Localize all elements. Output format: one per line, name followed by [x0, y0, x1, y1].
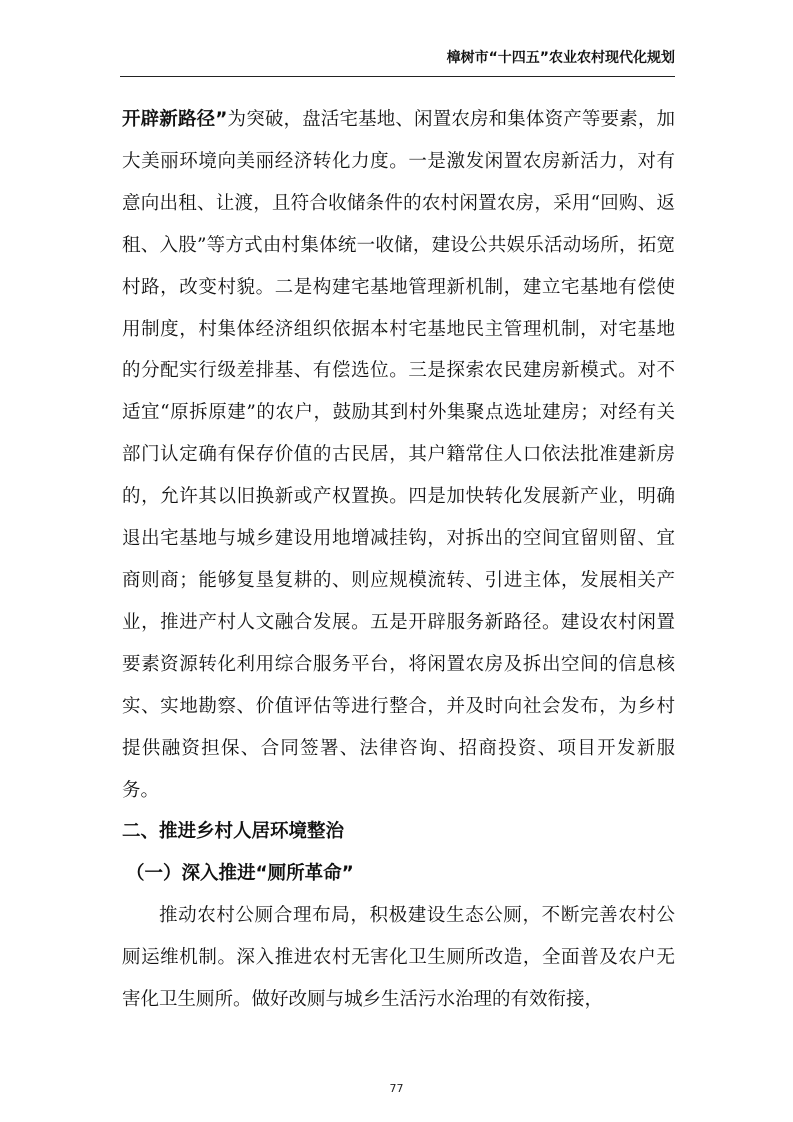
- subsection-heading: （一）深入推进“厕所革命”: [126, 863, 354, 884]
- paragraph-lead-bold: 开辟新路径”: [122, 109, 228, 130]
- page-number: 77: [389, 1082, 404, 1095]
- body-paragraph-2: 推动农村公厕合理布局，积极建设生态公厕，不断完善农村公厕运维机制。深入推进农村无害化卫生厕所改造，全面普及农户无害化卫生厕所。做好改厕与城乡生活污水治理的有效衔接，: [122, 905, 675, 1010]
- running-header: 樟树市“十四五”农业农村现代化规划: [446, 50, 675, 66]
- body-paragraph-1: [122, 99, 675, 811]
- section-heading: 二、推进乡村人居环境整治: [122, 821, 345, 842]
- paragraph-1-text: 为突破，盘活宅基地、闲置农房和集体资产等要素，加大美丽环境向美丽经济转化力度。一是激发闲置农房新活力，对有意向出租、让渡，且符合收储条件的农村闲置农房，采用“回购、返租、入股”等方式由村集体统一收储，建设公共娱乐活动场所，拓宽村路，改变村貌。二是构建宅基地管理新机制，建立宅基地有偿使用制度，村集体经济组织依据本村宅基地民主管理机制，对宅基地的分配实行级差排基、有偿选位。三是探索农民建房新模式。对不适宜“原拆原建”的农户，鼓励其到村外集聚点选址建房；对经有关部门认定确有保存价值的古民居，其户籍常住人口依法批准建新房的，允许其以旧换新或产权置换。四是加快转化发展新产业，明确退出宅基地与城乡建设用地增减挂钩，对拆出的空间宜留则留、宜商则商；能够复垦复耕的、则应规模流转、引进主体，发展相关产业，推进产村人文融合发展。五是开辟服务新路径。建设农村闲置要素资源转化利用综合服务平台，将闲置农房及拆出空间的信息核实、实地勘察、价值评估等进行整合，并及时向社会发布，为乡村提供融资担保、合同签署、法律咨询、招商投资、项目开发新服务。: [122, 109, 675, 801]
- header-rule: [120, 76, 675, 77]
